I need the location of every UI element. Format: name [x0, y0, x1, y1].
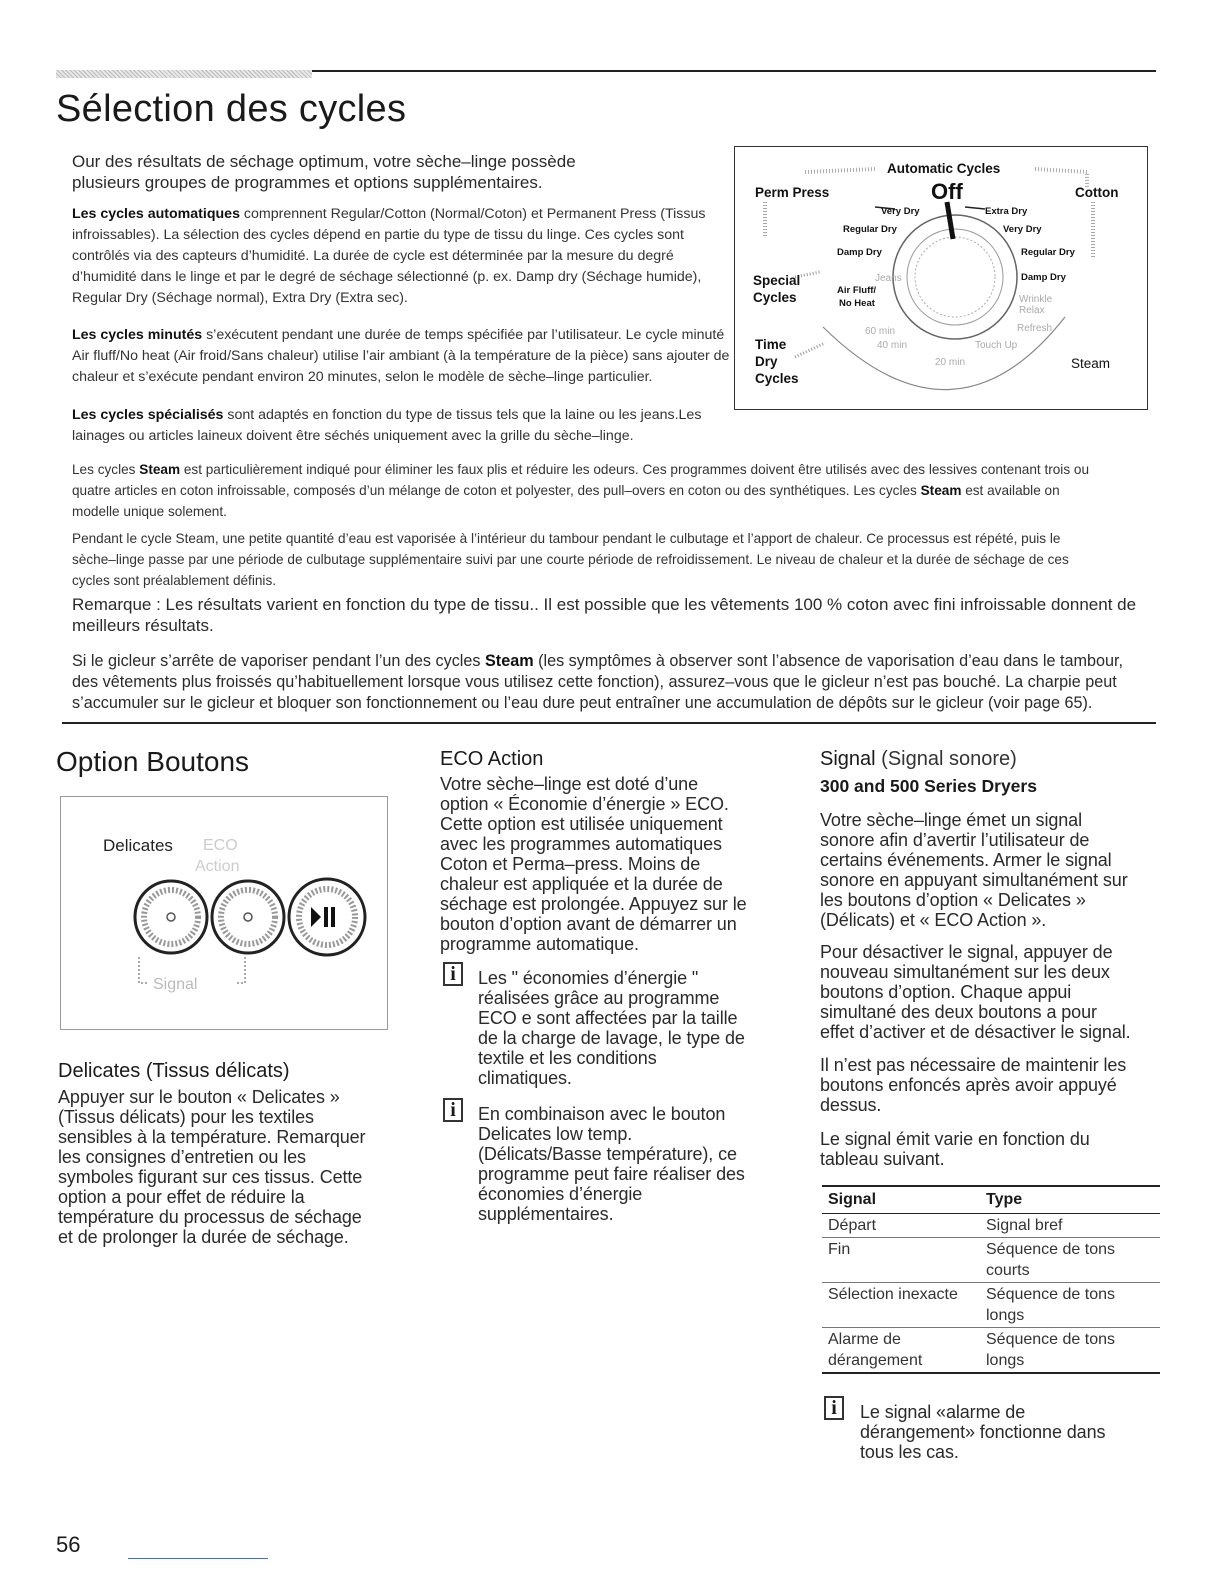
special-label: Special	[753, 273, 801, 288]
option-buttons-panel	[60, 796, 388, 1030]
air-fluff-label: Air Fluff/	[837, 285, 877, 296]
eco-action-heading: ECO Action	[440, 748, 544, 770]
signal-panel-label: Signal	[153, 976, 198, 993]
extra-dry-label: Extra Dry	[985, 206, 1028, 217]
option-buttons-drawing	[61, 797, 389, 1031]
automatic-cycles-label: Automatic Cycles	[887, 161, 1001, 176]
dry-label: Dry	[755, 354, 778, 369]
intro-paragraph: Our des résultats de séchage optimum, votre sèche–linge possède plusieurs groupes de programmes et options supplémentaires.	[72, 152, 576, 192]
automatic-cycles-paragraph: Les cycles automatiques comprennent Regular/Cotton (Normal/Coton) et Permanent Press (Tissus infroissables). La sélection des cycles dépend en partie du type de tissu du linge. Ces cycles sont contrôlés via des capteurs d’humidité. La durée de cycle est déterminée par la mesure du degré d’humidité dans le linge et par le degré de séchage sélectionné (p. ex. Damp dry (Séchage humide), Regular Dry (Séchage normal), Extra Dry (Extra sec).	[72, 206, 706, 306]
play-pause-icon	[311, 907, 321, 927]
delicates-heading: Delicates (Tissus délicats)	[58, 1060, 290, 1082]
footer-link-underline	[128, 1558, 268, 1559]
signal-paragraph-4: Le signal émit varie en fonction du tableau suivant.	[820, 1129, 1090, 1169]
table-header-type: Type	[980, 1186, 1160, 1214]
table-row: Sélection inexacte Séquence de tons longs	[822, 1283, 1160, 1328]
timed-cycles-paragraph: Les cycles minutés s’exécutent pendant une durée de temps spécifiée par l’utilisateur. Le cycle minuté Air fluff/No heat (Air froid/Sans chaleur) utilise l’air ambiant (à la température de la pièce) sans ajouter de chaleur et s’exécute pendant environ 20 minutes, selon le modèle de sèche–linge particulier.	[72, 327, 730, 385]
info-icon: i	[443, 1098, 463, 1122]
eco-action-paragraph: Votre sèche–linge est doté d’une option « Économie d’énergie » ECO. Cette option est utilisée uniquement avec les programmes automatiques Coton et Perma–press. Moins de chaleur est appliquée et la durée de séchage est prolongée. Appuyez sur le bouton d’option avant de démarrer un programme automatique.	[440, 774, 747, 954]
delicates-panel-label: Delicates	[103, 836, 173, 855]
start-pause-button[interactable]	[289, 879, 365, 955]
cycle-dial-diagram	[734, 146, 1148, 410]
twenty-min-label: 20 min	[935, 357, 966, 368]
cycle-dial-drawing	[735, 147, 1149, 411]
off-label: Off	[931, 179, 963, 204]
touch-up-label: Touch Up	[975, 340, 1018, 351]
info-icon: i	[443, 962, 463, 986]
cotton-label: Cotton	[1075, 185, 1119, 200]
damp-dry-right-label: Damp Dry	[1021, 272, 1066, 283]
page-title: Sélection des cycles	[56, 88, 407, 130]
table-row: Fin Séquence de tons courts	[822, 1238, 1160, 1283]
refresh-label: Refresh	[1017, 323, 1053, 334]
forty-min-label: 40 min	[877, 340, 908, 351]
table-row: Alarme de dérangement Séquence de tons longs	[822, 1328, 1160, 1374]
remarque-paragraph: Remarque : Les résultats varient en fonction du type de tissu.. Il est possible que les vêtements 100 % coton avec fini infroissable donnent de meilleurs résultats.	[72, 595, 1137, 635]
info-icon: i	[824, 1396, 844, 1420]
signal-table	[822, 1185, 1160, 1374]
delicates-paragraph: Appuyer sur le bouton « Delicates » (Tissus délicats) pour les textiles sensibles à la température. Remarquer les consignes d’entretien ou les symboles figurant sur ces tissus. Cette option a pour effet de réduire la température du processus de séchage et de prolonger la durée de séchage.	[58, 1087, 366, 1247]
eco-action-button[interactable]	[212, 881, 284, 953]
relax-label: Relax	[1019, 305, 1045, 316]
table-header-signal: Signal	[822, 1186, 980, 1214]
action-panel-label: Action	[195, 858, 240, 875]
eco-note-energy: Les " économies d’énergie " réalisées grâce au programme ECO e sont affectées par la taille de la charge de lavage, le type de textile et les conditions climatiques.	[478, 968, 745, 1088]
signal-paragraph-1: Votre sèche–linge émet un signal sonore afin d’avertir l’utilisateur de certains événements. Armer le signal sonore en appuyant simultanément sur les boutons d’option « Delicates » (Délicats) et « ECO Action ».	[820, 810, 1128, 930]
gicleur-paragraph: Si le gicleur s’arrête de vaporiser pendant l’un des cycles Steam (les symptômes à observer sont l’absence de vaporisation d’eau dans le tambour, des vêtements plus froissés qu’habituellement lorsque vous utilisez cette fonction), assurez–vous que le gicleur n’est pas bouché. La charpie peut s’accumuler sur le gicleur et bloquer son fonctionnement ou l’eau dure peut entraîner une accumulation de dépôts sur le gicleur (voir page 65).	[72, 652, 1123, 712]
regular-dry-right-label: Regular Dry	[1021, 247, 1075, 258]
special-cycles-label: Cycles	[753, 290, 797, 305]
time-dry-cycles-label: Cycles	[755, 371, 799, 386]
damp-dry-left-label: Damp Dry	[837, 247, 882, 258]
perm-press-label: Perm Press	[755, 185, 830, 200]
steam-label: Steam	[1071, 356, 1111, 371]
sixty-min-label: 60 min	[865, 326, 896, 337]
signal-paragraph-2: Pour désactiver le signal, appuyer de nouveau simultanément sur les deux boutons d’option. Chaque appui simultané des deux boutons a pour effet d’activer et de désactiver le signal.	[820, 942, 1131, 1042]
signal-paragraph-3: Il n’est pas nécessaire de maintenir les boutons enfoncés après avoir appuyé dessus.	[820, 1055, 1127, 1115]
table-row: Départ Signal bref	[822, 1214, 1160, 1238]
time-label: Time	[755, 337, 787, 352]
signal-note: Le signal «alarme de dérangement» fonctionne dans tous les cas.	[860, 1402, 1106, 1462]
special-cycles-paragraph: Les cycles spécialisés sont adaptés en fonction du type de tissus tels que la laine ou les jeans.Les lainages ou articles laineux doivent être séchés uniquement avec la grille du sèche–linge.	[72, 407, 702, 444]
no-heat-label: No Heat	[839, 298, 875, 309]
eco-panel-label: ECO	[203, 837, 238, 854]
jeans-label: Jeans	[875, 273, 902, 284]
signal-heading: Signal (Signal sonore)	[820, 748, 1017, 770]
option-buttons-heading: Option Boutons	[56, 746, 250, 777]
steam-paragraph: Les cycles Steam est particulièrement indiqué pour éliminer les faux plis et réduire les odeurs. Ces programmes doivent être utilisés avec des lessives contenant trois ou quatre articles en coton infroissable, composés d’un mélange de coton et polyester, des pull–overs en coton ou des synthétiques. Les cycles Steam est available on modelle unique solement.	[72, 462, 1090, 519]
delicates-button[interactable]	[135, 881, 207, 953]
top-bar-accent	[56, 70, 312, 78]
pendant-paragraph: Pendant le cycle Steam, une petite quantité d’eau est vaporisée à l’intérieur du tambour pendant le culbutage et l’apport de chaleur. Ce processus est répété, puis le sèche–linge passe par une période de culbutage supplémentaire suivi par une courte période de refroidissement. Le niveau de chaleur et la durée de séchage de ces cycles sont préalablement définis.	[72, 531, 1069, 588]
very-dry-right-label: Very Dry	[1003, 224, 1042, 235]
wrinkle-label: Wrinkle	[1019, 294, 1053, 305]
very-dry-left-label: Very Dry	[881, 206, 920, 217]
section-divider	[62, 722, 1156, 724]
regular-dry-left-label: Regular Dry	[843, 224, 897, 235]
page-number: 56	[56, 1532, 81, 1557]
table-header-row	[822, 1186, 1160, 1214]
eco-note-delicates: En combinaison avec le bouton Delicates low temp. (Délicats/Basse température), ce programme peut faire réaliser des économies d’énergie supplémentaires.	[478, 1104, 745, 1224]
series-subheading: 300 and 500 Series Dryers	[820, 776, 1037, 796]
